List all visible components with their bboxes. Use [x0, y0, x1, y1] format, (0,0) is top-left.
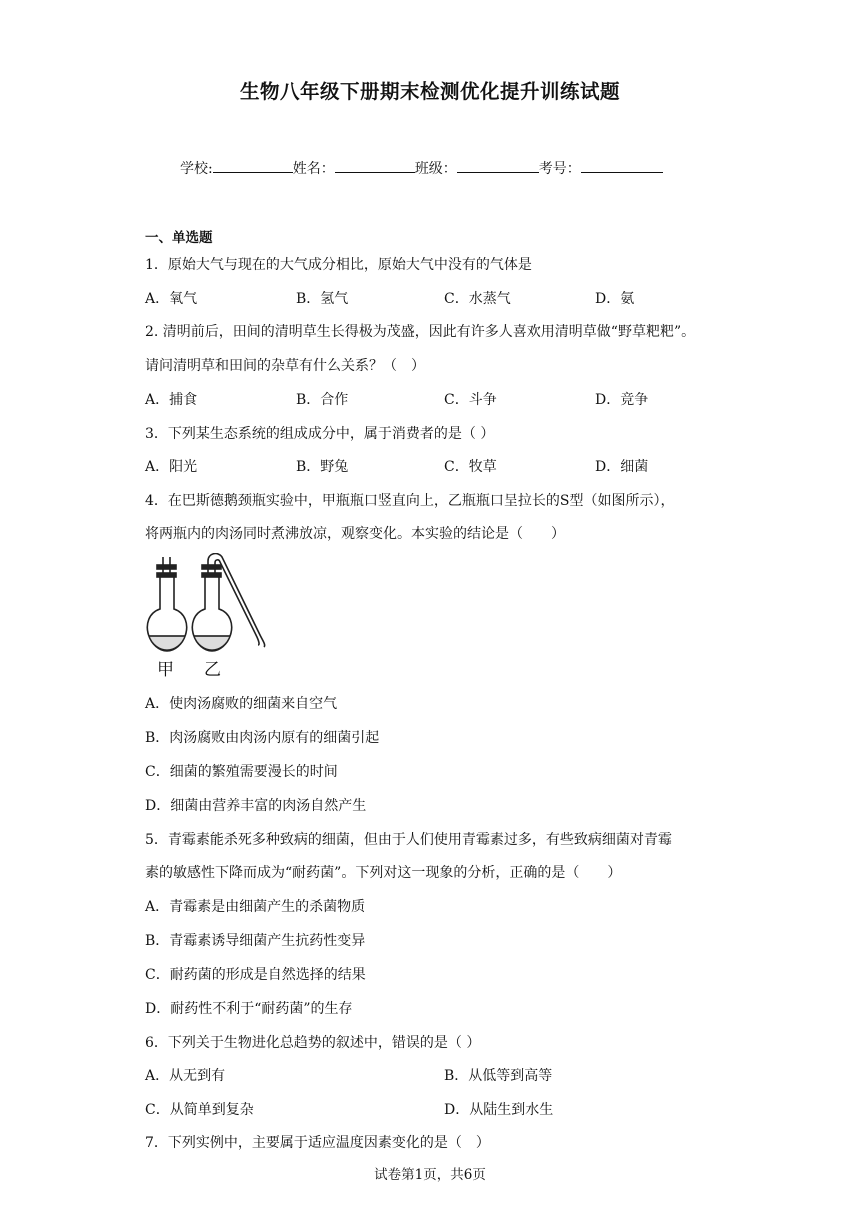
question-6-text: 6．下列关于生物进化总趋势的叙述中，错误的是（ ） [145, 1035, 481, 1051]
question-1-option-c[interactable]: C．水蒸气 [444, 291, 511, 307]
class-field[interactable] [457, 158, 539, 173]
question-6-option-d[interactable]: D．从陆生到水生 [444, 1102, 554, 1118]
figure-label-yi: 乙 [204, 660, 221, 680]
flask-jia [147, 557, 186, 651]
question-5-text-line-2: 素的敏感性下降而成为“耐药菌”。下列对这一现象的分析，正确的是（ ） [145, 865, 622, 881]
exam-no-label: 考号： [538, 161, 581, 177]
question-4-text-line-1: 4．在巴斯德鹅颈瓶实验中，甲瓶瓶口竖直向上，乙瓶瓶口呈拉长的S型（如图所示）， [145, 493, 675, 509]
question-3-option-a[interactable]: A．阳光 [145, 459, 198, 475]
question-2-text-line-2: 请问清明草和田间的杂草有什么关系？（ ） [145, 358, 425, 374]
page-title: 生物八年级下册期末检测优化提升训练试题 [239, 80, 620, 103]
flask-yi [192, 554, 264, 651]
figure-label-jia: 甲 [157, 660, 174, 680]
section-title: 一、单选题 [145, 230, 213, 246]
question-5-option-c[interactable]: C．耐药菌的形成是自然选择的结果 [145, 967, 366, 983]
question-1-option-b[interactable]: B．氢气 [296, 291, 349, 307]
question-1-text: 1．原始大气与现在的大气成分相比，原始大气中没有的气体是 [145, 257, 532, 273]
question-5-option-b[interactable]: B．青霉素诱导细菌产生抗药性变异 [145, 933, 366, 949]
question-4-option-a[interactable]: A．使肉汤腐败的细菌来自空气 [145, 696, 338, 712]
question-4-option-b[interactable]: B．肉汤腐败由肉汤内原有的细菌引起 [145, 730, 380, 746]
question-6-option-a[interactable]: A．从无到有 [145, 1068, 226, 1084]
question-3-text: 3．下列某生态系统的组成成分中，属于消费者的是（ ） [145, 426, 495, 442]
swan-neck-flask-figure [142, 553, 274, 681]
question-5-text-line-1: 5．青霉素能杀死多种致病的细菌，但由于人们使用青霉素过多，有些致病细菌对青霉 [145, 832, 672, 848]
question-3-option-c[interactable]: C．牧草 [444, 459, 497, 475]
question-2-option-b[interactable]: B．合作 [296, 392, 349, 408]
school-field[interactable] [213, 158, 293, 173]
question-2-text-line-1: 2. 清明前后，田间的清明草生长得极为茂盛，因此有许多人喜欢用清明草做“野草粑粑”。 [145, 324, 696, 340]
question-2-option-c[interactable]: C．斗争 [444, 392, 497, 408]
class-label: 班级： [414, 161, 457, 177]
question-1-option-d[interactable]: D．氨 [595, 291, 635, 307]
question-2-option-d[interactable]: D．竞争 [595, 392, 649, 408]
question-2-option-a[interactable]: A．捕食 [145, 392, 198, 408]
question-4-option-d[interactable]: D．细菌由营养丰富的肉汤自然产生 [145, 798, 367, 814]
question-4-option-c[interactable]: C．细菌的繁殖需要漫长的时间 [145, 764, 338, 780]
question-6-option-b[interactable]: B．从低等到高等 [444, 1068, 553, 1084]
question-5-option-d[interactable]: D．耐药性不利于“耐药菌”的生存 [145, 1001, 353, 1017]
page-footer: 试卷第1页，共6页 [374, 1167, 486, 1183]
question-1-option-a[interactable]: A．氧气 [145, 291, 198, 307]
question-6-option-c[interactable]: C．从简单到复杂 [145, 1102, 254, 1118]
name-label: 姓名： [292, 161, 335, 177]
school-label: 学校: [180, 161, 213, 177]
exam-no-field[interactable] [581, 158, 663, 173]
question-3-option-d[interactable]: D．细菌 [595, 459, 649, 475]
question-4-text-line-2: 将两瓶内的肉汤同时煮沸放凉，观察变化。本实验的结论是（ ） [145, 526, 565, 542]
question-5-option-a[interactable]: A．青霉素是由细菌产生的杀菌物质 [145, 899, 366, 915]
student-info-line [180, 158, 663, 178]
question-3-option-b[interactable]: B．野兔 [296, 459, 349, 475]
question-7-text: 7．下列实例中，主要属于适应温度因素变化的是（ ） [145, 1135, 490, 1151]
name-field[interactable] [335, 158, 415, 173]
